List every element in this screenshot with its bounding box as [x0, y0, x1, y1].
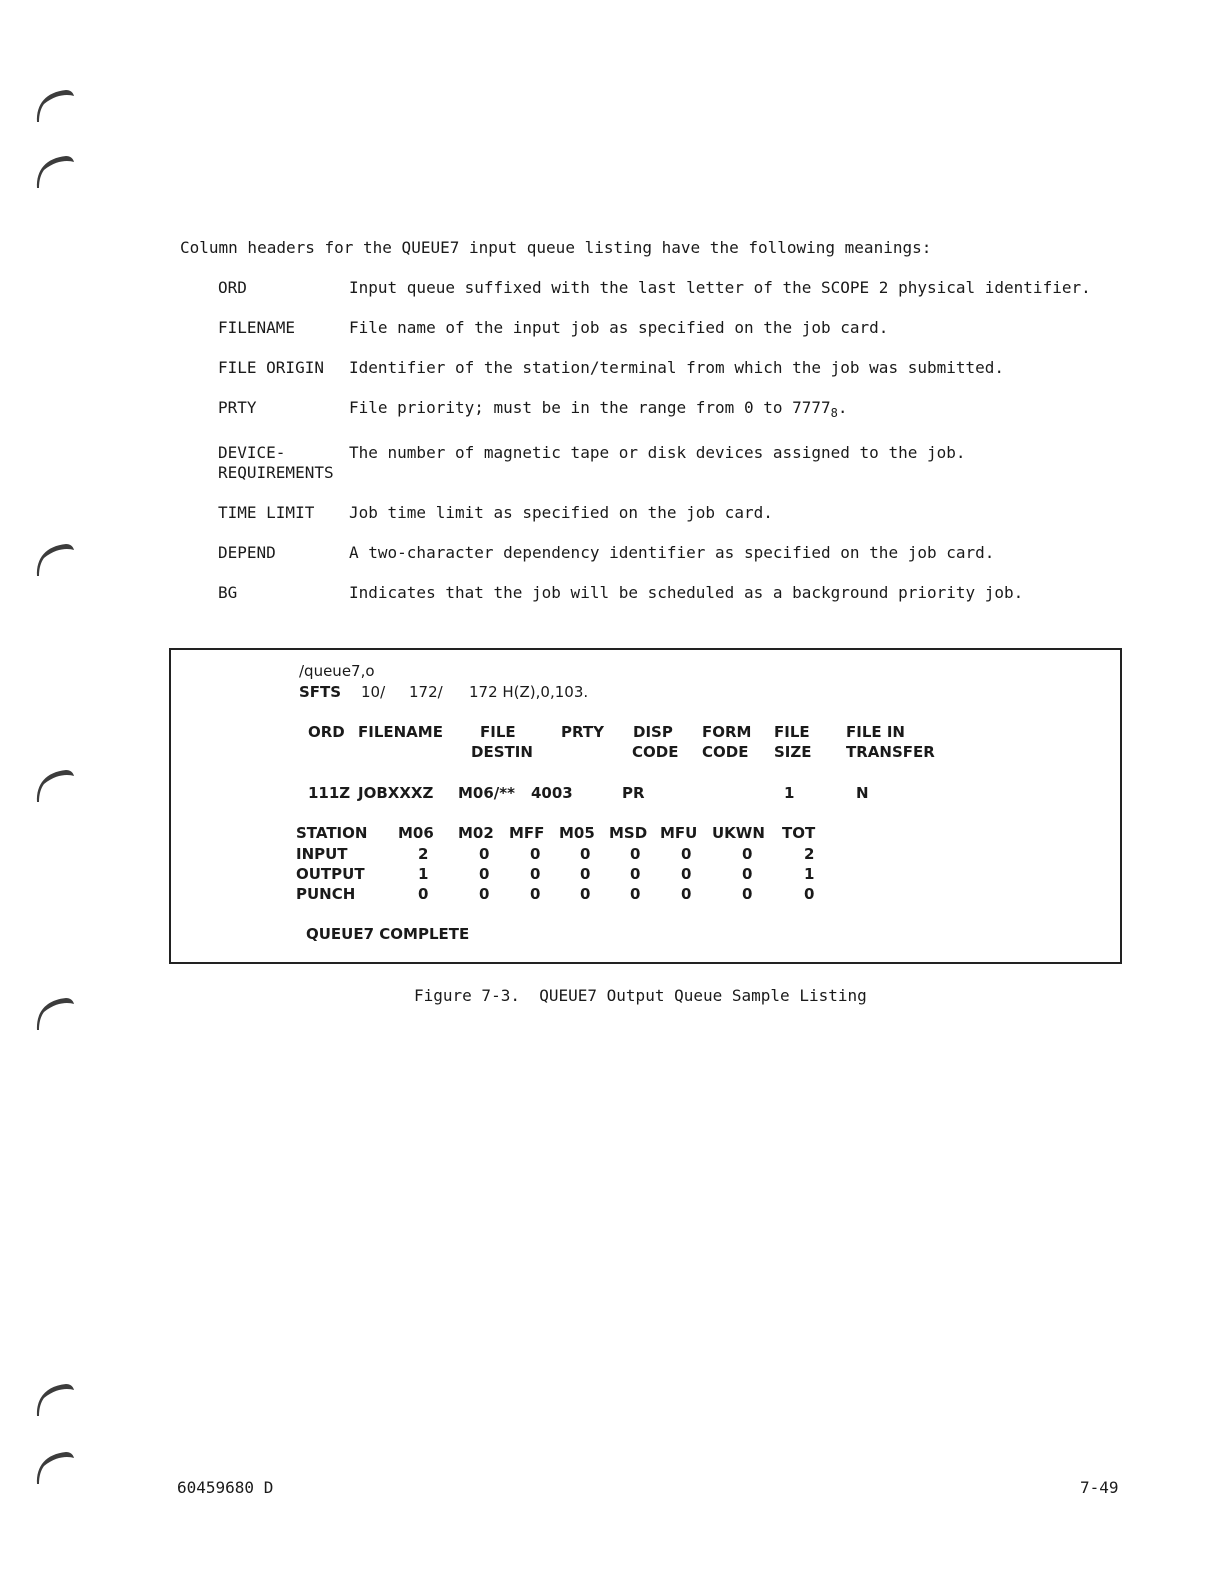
queue-cell-size: 1 — [784, 784, 795, 802]
station-header: M06 — [398, 824, 434, 842]
intro-paragraph: Column headers for the QUEUE7 input queue listing have the following meanings: — [180, 238, 932, 257]
definition-term: FILENAME — [218, 318, 296, 337]
queue-header: DISP — [633, 723, 673, 741]
queue-cell-dest: M06/** — [458, 784, 515, 802]
sfts-value-a: 10/ — [361, 683, 386, 701]
station-cell: 0 — [530, 885, 541, 903]
definition-term: DEVICE- REQUIREMENTS — [218, 443, 334, 483]
station-cell: 2 — [418, 845, 429, 863]
punch-mark — [34, 86, 76, 124]
station-cell: 1 — [418, 865, 429, 883]
station-header: MFF — [509, 824, 545, 842]
queue-header: FILENAME — [358, 723, 443, 741]
command-line: /queue7,o — [299, 662, 375, 680]
definition-term: DEPEND — [218, 543, 276, 563]
definition-item — [218, 503, 1098, 523]
definition-term: TIME LIMIT — [218, 503, 315, 523]
station-header: M05 — [559, 824, 595, 842]
queue-header: SIZE — [774, 743, 812, 761]
station-header: UKWN — [712, 824, 765, 842]
definition-item — [218, 543, 1098, 563]
definition-desc: File name of the input job as specified on the job card. — [349, 318, 889, 337]
station-cell: 0 — [580, 885, 591, 903]
station-cell: 0 — [630, 885, 641, 903]
queue-header: CODE — [702, 743, 749, 761]
station-header: STATION — [296, 824, 368, 842]
definition-item — [218, 278, 1098, 298]
queue-cell-prty: 4003 — [531, 784, 573, 802]
definition-item — [218, 443, 1098, 483]
station-cell: 0 — [580, 845, 591, 863]
station-row-label: PUNCH — [296, 885, 356, 903]
station-cell: 0 — [630, 845, 641, 863]
station-cell: 0 — [804, 885, 815, 903]
station-cell: 0 — [418, 885, 429, 903]
queue-header: FORM — [702, 723, 752, 741]
station-header: MSD — [609, 824, 648, 842]
queue-header: FILE — [774, 723, 810, 741]
definition-desc — [349, 398, 1098, 423]
station-row-label: INPUT — [296, 845, 348, 863]
punch-mark — [34, 1448, 76, 1486]
figure-listing-box — [169, 648, 1122, 964]
station-cell: 0 — [580, 865, 591, 883]
station-cell: 0 — [742, 865, 753, 883]
queue-header: CODE — [632, 743, 679, 761]
station-cell: 0 — [742, 845, 753, 863]
definition-item — [218, 358, 1098, 378]
definition-desc: Input queue suffixed with the last letter of the SCOPE 2 physical identifier. — [349, 278, 1091, 297]
station-cell: 0 — [479, 885, 490, 903]
queue-cell-disp: PR — [622, 784, 645, 802]
queue-complete-message: QUEUE7 COMPLETE — [306, 925, 470, 943]
station-cell: 2 — [804, 845, 815, 863]
queue-header: TRANSFER — [846, 743, 935, 761]
station-cell: 0 — [479, 845, 490, 863]
document-number: 60459680 D — [177, 1478, 274, 1497]
station-cell: 0 — [681, 865, 692, 883]
figure-caption: Figure 7-3. QUEUE7 Output Queue Sample Listing — [414, 986, 867, 1005]
punch-mark — [34, 1380, 76, 1418]
octal-subscript: 8 — [830, 406, 838, 421]
station-cell: 0 — [681, 845, 692, 863]
punch-mark — [34, 766, 76, 804]
queue-header: FILE IN — [846, 723, 905, 741]
station-cell: 1 — [804, 865, 815, 883]
queue-header: DESTIN — [471, 743, 533, 761]
punch-mark — [34, 994, 76, 1032]
station-cell: 0 — [681, 885, 692, 903]
definition-desc: Identifier of the station/terminal from which the job was submitted. — [349, 358, 1005, 377]
sfts-value-b: 172/ — [409, 683, 443, 701]
definition-term: PRTY — [218, 398, 257, 417]
page-number: 7-49 — [1080, 1478, 1119, 1497]
station-cell: 0 — [742, 885, 753, 903]
station-row-label: OUTPUT — [296, 865, 365, 883]
station-cell: 0 — [530, 845, 541, 863]
definition-list — [218, 278, 1098, 623]
definition-term: ORD — [218, 278, 247, 297]
definition-desc: The number of magnetic tape or disk devices assigned to the job. — [349, 443, 966, 463]
definition-desc: Indicates that the job will be scheduled as a background priority job. — [349, 583, 1024, 603]
queue-header: ORD — [308, 723, 345, 741]
definition-item — [218, 318, 1098, 338]
definition-desc: A two-character dependency identifier as specified on the job card. — [349, 543, 995, 563]
sfts-value-c: 172 H(Z),0,103. — [469, 683, 589, 701]
station-cell: 0 — [479, 865, 490, 883]
punch-mark — [34, 152, 76, 190]
definition-term: BG — [218, 583, 238, 603]
queue-cell-filename: JOBXXXZ — [358, 784, 434, 802]
definition-desc-tail: . — [837, 398, 848, 417]
station-header: MFU — [660, 824, 698, 842]
queue-header: FILE — [480, 723, 516, 741]
definition-desc-text: File priority; must be in the range from 0 to 7777 — [349, 398, 831, 417]
station-header: M02 — [458, 824, 494, 842]
queue-header: PRTY — [561, 723, 604, 741]
punch-mark — [34, 540, 76, 578]
definition-desc: Job time limit as specified on the job card. — [349, 503, 773, 523]
definition-term: FILE ORIGIN — [218, 358, 324, 377]
station-header: TOT — [782, 824, 816, 842]
sfts-label: SFTS — [299, 683, 342, 701]
station-cell: 0 — [630, 865, 641, 883]
queue-cell-transfer: N — [856, 784, 869, 802]
queue-cell-ord: 111Z — [308, 784, 351, 802]
definition-item — [218, 583, 1098, 603]
station-cell: 0 — [530, 865, 541, 883]
definition-item — [218, 398, 1098, 423]
